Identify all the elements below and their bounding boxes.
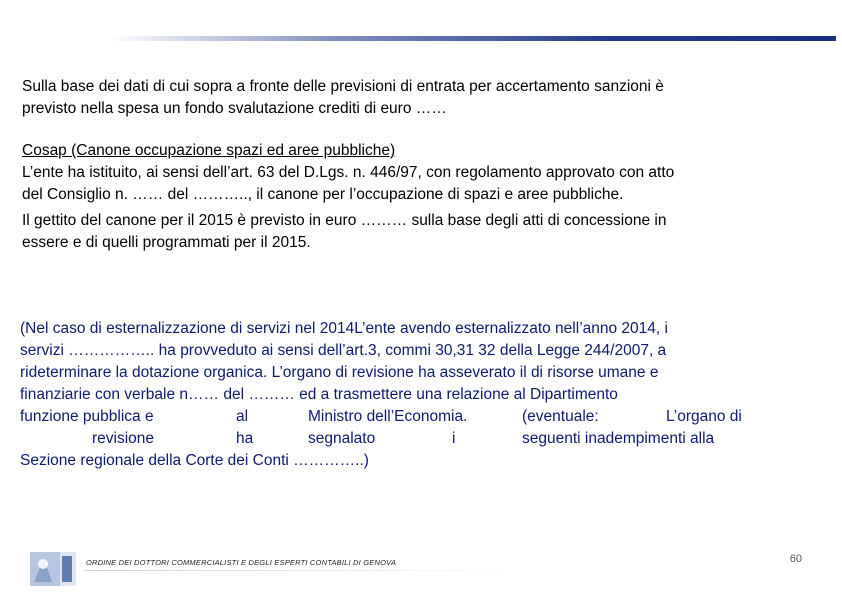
- note-fragment: Ministro dell’Economia.: [308, 408, 468, 425]
- header-rule: [110, 36, 836, 41]
- note-fragment: revisione: [92, 430, 155, 447]
- text-line: essere e di quelli programmati per il 2015.: [22, 234, 311, 251]
- note-fragment: i: [452, 430, 456, 447]
- footer-organization: ORDINE DEI DOTTORI COMMERCIALISTI E DEGLI ESPERTI CONTABILI DI GENOVA: [86, 558, 397, 567]
- text-line: previsto nella spesa un fondo svalutazione crediti di euro ……: [22, 100, 447, 117]
- note-fragment: (eventuale:: [522, 408, 599, 425]
- note-line-justified: [20, 428, 810, 450]
- note-line: servizi …………….. ha provveduto ai sensi dell’art.3, commi 30,31 32 della Legge 244/2007, a: [20, 342, 667, 359]
- esternalizzazione-note: [20, 318, 810, 472]
- text-line: del Consiglio n. …… del ……….., il canone per l’occupazione di spazi e aree pubbliche.: [22, 186, 624, 203]
- note-fragment: funzione pubblica e: [20, 408, 154, 425]
- gettito-paragraph: [22, 210, 812, 254]
- note-fragment: segnalato: [308, 430, 376, 447]
- note-line-justified: [20, 406, 810, 428]
- note-fragment: al: [236, 408, 249, 425]
- note-line: finanziarie con verbale n…… del ……… ed a trasmettere una relazione al Dipartimento: [20, 386, 618, 403]
- note-fragment: seguenti inadempimenti alla: [522, 430, 715, 447]
- text-line: Sulla base dei dati di cui sopra a fronte delle previsioni di entrata per accertamento sanzioni è: [22, 78, 664, 95]
- note-line: (Nel caso di esternalizzazione di servizi nel 2014L’ente avendo esternalizzato nell’anno 2014, i: [20, 320, 668, 337]
- order-logo-icon: [30, 552, 76, 586]
- fondo-svalutazione-paragraph: [22, 76, 812, 120]
- note-fragment: [20, 428, 92, 450]
- text-line: Il gettito del canone per il 2015 è previsto in euro ……… sulla base degli atti di concessione in: [22, 212, 667, 229]
- note-fragment: L’organo di: [666, 408, 742, 425]
- note-line: Sezione regionale della Corte dei Conti …………..): [20, 452, 369, 469]
- note-fragment: ha: [236, 430, 254, 447]
- cosap-section: [22, 140, 812, 206]
- note-line: rideterminare la dotazione organica. L’organo di revisione ha asseverato il di risorse umane e: [20, 364, 659, 381]
- text-line: L’ente ha istituito, ai sensi dell’art. 63 del D.Lgs. n. 446/97, con regolamento approvato con atto: [22, 164, 675, 181]
- page-number: 60: [789, 553, 802, 565]
- cosap-title: Cosap (Canone occupazione spazi ed aree pubbliche): [22, 142, 396, 159]
- footer-rule: [84, 570, 524, 571]
